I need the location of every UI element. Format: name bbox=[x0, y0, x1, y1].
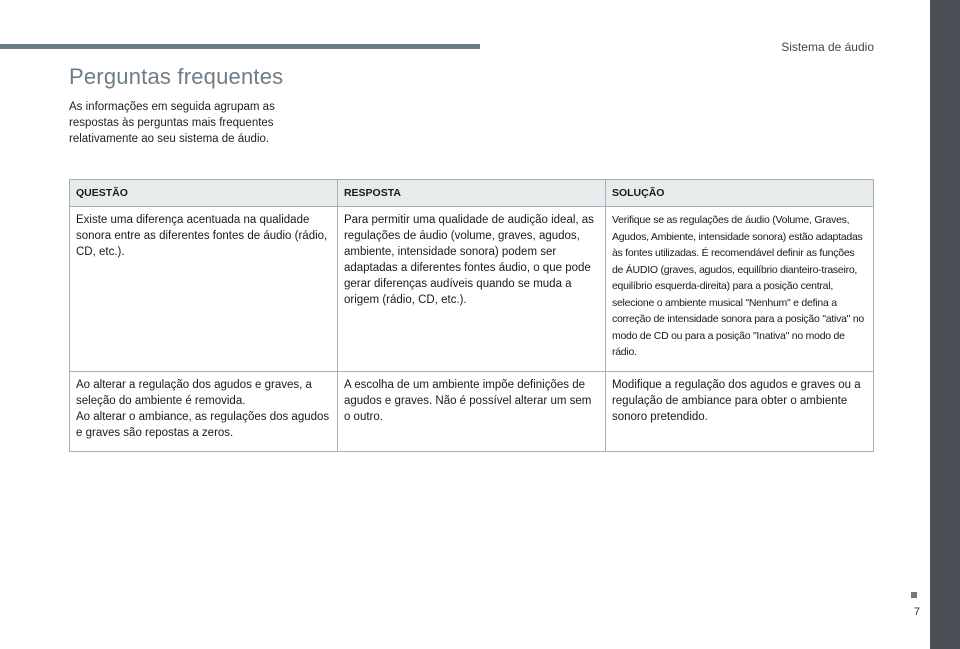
faq-table bbox=[69, 179, 874, 452]
question-cell bbox=[70, 371, 338, 451]
side-bar bbox=[930, 0, 960, 649]
table-row bbox=[70, 207, 874, 372]
solution-cell: Verifique se as regulações de áudio (Volume, Graves, Agudos, Ambiente, intensidade sonora) estão adaptadas às fontes utilizadas. É recomendável definir as funções de ÁUDIO (graves, agudos, equilíbrio dianteiro-traseiro, equilíbrio esquerda-direita) para a posição central, selecione o ambiente musical "Nenhum" e defina a correção de intensidade sonora para a posição "ativa" no modo de CD ou para a posição "Inativa" no modo de rádio. bbox=[605, 207, 873, 372]
solution-cell: Modifique a regulação dos agudos e graves ou a regulação de ambiance para obter o ambiente sonoro pretendido. bbox=[605, 371, 873, 451]
page-title: Perguntas frequentes bbox=[69, 64, 284, 89]
section-title: Sistema de áudio bbox=[781, 40, 874, 54]
page-marker-icon bbox=[911, 592, 917, 598]
header-solution: SOLUÇÃO bbox=[605, 180, 873, 207]
answer-cell: Para permitir uma qualidade de audição ideal, as regulações de áudio (volume, graves, agudos, ambiente, intensidade sonora) podem ser adaptadas a diferentes fontes áudio, o que pode gerar diferenças audíveis quando se muda a origem (rádio, CD, etc.). bbox=[337, 207, 605, 372]
intro-paragraph: As informações em seguida agrupam as respostas às perguntas mais frequentes relativamente ao seu sistema de áudio. bbox=[69, 101, 275, 145]
header-question: QUESTÃO bbox=[70, 180, 338, 207]
question-line: Ao alterar o ambiance, as regulações dos agudos e graves são repostas a zeros. bbox=[76, 410, 330, 439]
table-header-row bbox=[70, 180, 874, 207]
page-number: 7 bbox=[913, 606, 920, 618]
question-line: Ao alterar a regulação dos agudos e graves, a seleção do ambiente é removida. bbox=[76, 378, 312, 407]
question-cell: Existe uma diferença acentuada na qualidade sonora entre as diferentes fontes de áudio (rádio, CD, etc.). bbox=[70, 207, 338, 372]
header-answer: RESPOSTA bbox=[337, 180, 605, 207]
answer-cell: A escolha de um ambiente impõe definições de agudos e graves. Não é possível alterar um sem o outro. bbox=[337, 371, 605, 451]
top-rule bbox=[0, 44, 480, 49]
table-row bbox=[70, 371, 874, 451]
